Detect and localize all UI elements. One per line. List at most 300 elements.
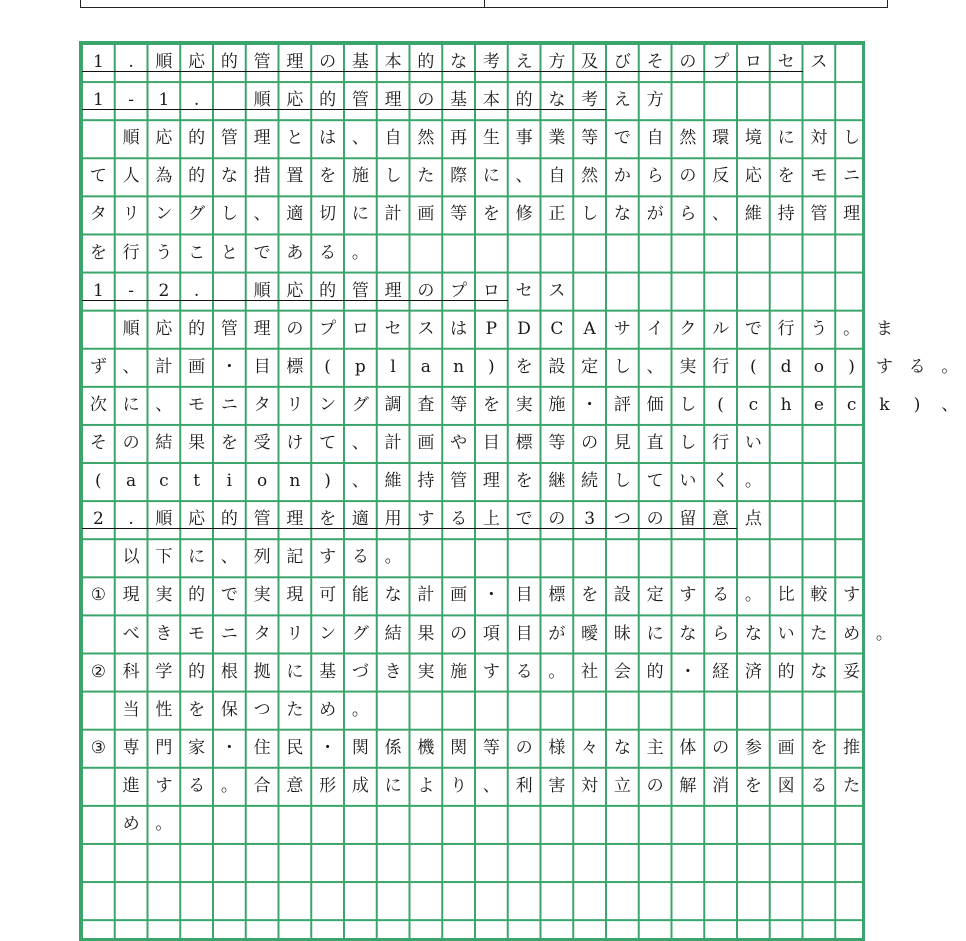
grid-character: h [770,386,803,424]
grid-character: 記 [279,538,312,576]
grid-character: 。 [934,348,966,386]
grid-character: し [606,348,639,386]
grid-character: A [573,310,606,348]
grid-character: な [803,653,836,691]
manuscript-line [82,234,377,272]
grid-character: p [344,348,377,386]
grid-character: 対 [803,119,836,157]
grid-character: び [606,43,639,81]
grid-character: ) [835,348,868,386]
grid-character: 能 [344,576,377,614]
grid-character: 本 [377,43,410,81]
grid-character: 進 [115,767,148,805]
grid-character: ( [311,348,344,386]
grid-character: 直 [639,424,672,462]
grid-character: 門 [148,729,181,767]
manuscript-line [82,272,573,310]
grid-character: 等 [541,424,574,462]
grid-character: 定 [573,348,606,386]
grid-character: 計 [148,348,181,386]
grid-character: 留 [672,500,705,538]
grid-character: ン [311,615,344,653]
manuscript-line [82,462,770,500]
grid-character: 方 [541,43,574,81]
grid-character: 列 [246,538,279,576]
grid-character: 1 [82,81,115,119]
grid-character: に [639,615,672,653]
grid-character: な [213,157,246,195]
grid-character: 管 [213,119,246,157]
grid-character: 実 [246,576,279,614]
grid-character: 。 [344,234,377,272]
grid-character: か [606,157,639,195]
grid-character: 行 [704,348,737,386]
grid-character: 根 [213,653,246,691]
grid-character: 住 [246,729,279,767]
grid-character: 順 [115,119,148,157]
grid-character: 価 [639,386,672,424]
grid-character: を [770,157,803,195]
manuscript-line [82,157,868,195]
grid-character: い [770,615,803,653]
grid-character: そ [82,424,115,462]
grid-character: 画 [442,576,475,614]
grid-character: 本 [475,81,508,119]
grid-character: リ [279,386,312,424]
grid-character: す [148,767,181,805]
grid-character: 利 [508,767,541,805]
grid-character: モ [803,157,836,195]
grid-character: 再 [442,119,475,157]
grid-character: 自 [541,157,574,195]
grid-character: 現 [279,576,312,614]
grid-character: ず [82,348,115,386]
grid-character: 的 [213,43,246,81]
grid-character: 用 [377,500,410,538]
grid-character: 管 [344,81,377,119]
grid-character: 学 [148,653,181,691]
grid-character: i [213,462,246,500]
grid-character: セ [508,272,541,310]
grid-character: c [737,386,770,424]
grid-character: 標 [541,576,574,614]
grid-character: 適 [279,195,312,233]
grid-character: を [737,767,770,805]
grid-character: 計 [410,576,443,614]
grid-character: て [311,424,344,462]
grid-character: 画 [410,195,443,233]
grid-character: い [737,424,770,462]
manuscript-line [82,348,966,386]
grid-character: し [377,157,410,195]
grid-character: 1 [82,272,115,310]
grid-character: 意 [704,500,737,538]
grid-character: に [115,386,148,424]
grid-character: 基 [344,43,377,81]
grid-character: な [606,729,639,767]
grid-character: 持 [770,195,803,233]
grid-character: グ [344,386,377,424]
grid-character: 目 [508,576,541,614]
grid-character: 科 [115,653,148,691]
grid-character: を [803,729,836,767]
manuscript-line [82,43,835,81]
grid-character: 方 [639,81,672,119]
grid-character: は [311,119,344,157]
grid-character: 理 [279,43,312,81]
grid-character: 関 [344,729,377,767]
grid-character: し [606,462,639,500]
grid-character: き [377,653,410,691]
grid-character: え [606,81,639,119]
grid-character: n [442,348,475,386]
grid-character: の [639,500,672,538]
heading-underline [82,71,803,72]
grid-character: 維 [737,195,770,233]
grid-character: し [672,386,705,424]
grid-character: で [508,500,541,538]
grid-character: 害 [541,767,574,805]
grid-character: ニ [835,157,868,195]
grid-character: 評 [606,386,639,424]
grid-character: 、 [246,195,279,233]
grid-character: め [115,805,148,843]
grid-character: 、 [475,767,508,805]
grid-character: 拠 [246,653,279,691]
grid-character: a [115,462,148,500]
grid-character: 係 [377,729,410,767]
grid-character: 以 [115,538,148,576]
grid-character: て [639,462,672,500]
grid-character: 然 [573,157,606,195]
grid-character: す [410,500,443,538]
grid-character: ( [82,462,115,500]
grid-character: ロ [737,43,770,81]
grid-character: で [606,119,639,157]
grid-character: る [901,348,934,386]
manuscript-line [115,691,377,729]
grid-character: 的 [180,119,213,157]
manuscript-line [115,805,181,843]
grid-character: い [672,462,705,500]
grid-character: 実 [508,386,541,424]
grid-character: 応 [180,500,213,538]
grid-character: C [541,310,574,348]
grid-character: 措 [246,157,279,195]
grid-character: c [835,386,868,424]
heading-underline [82,109,606,110]
grid-character: る [442,500,475,538]
grid-character: の [541,500,574,538]
grid-character: 的 [410,43,443,81]
header-divider [484,0,485,7]
grid-character: イ [639,310,672,348]
grid-character: が [541,615,574,653]
grid-character: 的 [180,653,213,691]
grid-character: の [442,615,475,653]
grid-character: 施 [344,157,377,195]
grid-character: 主 [639,729,672,767]
grid-character: し [835,119,868,157]
grid-character: 持 [410,462,443,500]
grid-character: 。 [835,310,868,348]
grid-character: ら [672,195,705,233]
grid-character: 会 [606,653,639,691]
grid-character: ク [672,310,705,348]
grid-character: た [279,691,312,729]
grid-character: に [377,767,410,805]
grid-character: ら [639,157,672,195]
manuscript-line [82,386,966,424]
manuscript-line [82,424,770,462]
grid-character: 考 [475,43,508,81]
grid-character: 然 [410,119,443,157]
grid-character: 管 [246,43,279,81]
grid-character: ② [82,653,115,691]
grid-character: で [737,310,770,348]
grid-character: ・ [213,348,246,386]
grid-character: 的 [180,576,213,614]
grid-character: な [737,615,770,653]
grid-character: で [213,576,246,614]
grid-character: 2 [82,500,115,538]
grid-character: 置 [279,157,312,195]
grid-character: 的 [180,310,213,348]
header-table [80,0,888,8]
grid-character: ロ [475,272,508,310]
grid-character: た [410,157,443,195]
grid-character: ・ [213,729,246,767]
grid-character: に [770,119,803,157]
grid-character: ン [148,195,181,233]
grid-character: 境 [737,119,770,157]
grid-character: 計 [377,424,410,462]
grid-character: 的 [180,157,213,195]
grid-character: 考 [573,81,606,119]
grid-character: n [279,462,312,500]
grid-character: 実 [672,348,705,386]
grid-character: 順 [246,272,279,310]
grid-character: 下 [148,538,181,576]
grid-character: 経 [704,653,737,691]
grid-character: は [442,310,475,348]
grid-character: 体 [672,729,705,767]
grid-character: d [770,348,803,386]
grid-character: 、 [344,119,377,157]
grid-character: 査 [410,386,443,424]
grid-character: ま [868,310,901,348]
grid-character: る [311,234,344,272]
grid-character: 順 [115,310,148,348]
grid-character: セ [770,43,803,81]
grid-character: に [279,653,312,691]
grid-character: 応 [148,310,181,348]
grid-character: 等 [573,119,606,157]
grid-character: グ [344,615,377,653]
grid-character: な [541,81,574,119]
grid-character: る [803,767,836,805]
grid-character: う [803,310,836,348]
grid-character: る [704,576,737,614]
grid-character: や [442,424,475,462]
grid-character: き [148,615,181,653]
grid-character: 応 [180,43,213,81]
grid-character: 的 [311,81,344,119]
grid-character: 為 [148,157,181,195]
grid-character: - [115,81,148,119]
grid-character: 標 [508,424,541,462]
grid-character: ら [704,615,737,653]
grid-character: . [115,500,148,538]
grid-character: の [704,729,737,767]
grid-character: え [508,43,541,81]
grid-character: ① [82,576,115,614]
grid-character: を [311,500,344,538]
grid-character: 可 [311,576,344,614]
grid-character: て [82,157,115,195]
grid-character: し [213,195,246,233]
grid-character: の [311,43,344,81]
manuscript-line [115,767,868,805]
manuscript-line [82,500,770,538]
grid-character: ・ [672,653,705,691]
grid-character: 順 [148,43,181,81]
grid-character: を [82,234,115,272]
grid-character: 関 [442,729,475,767]
grid-character: 。 [213,767,246,805]
grid-character: 図 [770,767,803,805]
manuscript-line [82,576,868,614]
grid-character: を [475,195,508,233]
grid-character: 理 [377,81,410,119]
grid-character: 2 [148,272,181,310]
grid-character: a [410,348,443,386]
grid-character: P [475,310,508,348]
grid-character: 妥 [835,653,868,691]
grid-character: 管 [246,500,279,538]
grid-character: 基 [442,81,475,119]
grid-character: 理 [377,272,410,310]
grid-character: o [246,462,279,500]
manuscript-line [82,81,672,119]
grid-character: 、 [704,195,737,233]
grid-character: 反 [704,157,737,195]
grid-character: の [279,310,312,348]
grid-character: . [180,81,213,119]
grid-character: 切 [311,195,344,233]
manuscript-line [82,653,868,691]
grid-character: リ [115,195,148,233]
grid-character: プ [442,272,475,310]
grid-character: よ [410,767,443,805]
grid-character: 社 [573,653,606,691]
grid-character: リ [279,615,312,653]
grid-character: ) [475,348,508,386]
grid-character: ス [410,310,443,348]
grid-character: の [410,272,443,310]
grid-character: 参 [737,729,770,767]
grid-character: 適 [344,500,377,538]
grid-character: 続 [573,462,606,500]
grid-character: k [868,386,901,424]
manuscript-line [82,729,868,767]
grid-character: め [835,615,868,653]
grid-character: 。 [541,653,574,691]
grid-character: し [573,195,606,233]
grid-character: 。 [377,538,410,576]
grid-character: 対 [573,767,606,805]
grid-character: D [508,310,541,348]
grid-character: 正 [541,195,574,233]
grid-character: 現 [115,576,148,614]
grid-character: 応 [279,272,312,310]
grid-character: す [868,348,901,386]
grid-character: つ [246,691,279,729]
grid-character: 人 [115,157,148,195]
manuscript-line [82,195,868,233]
grid-character: べ [115,615,148,653]
grid-character: こ [180,234,213,272]
grid-character: ン [311,386,344,424]
grid-character: め [311,691,344,729]
grid-character: 管 [442,462,475,500]
grid-character: 生 [475,119,508,157]
grid-character: 解 [672,767,705,805]
grid-character: サ [606,310,639,348]
grid-character: を [508,348,541,386]
grid-character: 自 [377,119,410,157]
grid-character: 行 [115,234,148,272]
grid-character: り [442,767,475,805]
grid-character: の [672,43,705,81]
grid-character: 実 [148,576,181,614]
grid-character: 目 [508,615,541,653]
grid-character: ・ [475,576,508,614]
grid-character: t [180,462,213,500]
grid-character: 見 [606,424,639,462]
grid-character: ) [901,386,934,424]
grid-character: う [148,234,181,272]
grid-character: を [311,157,344,195]
grid-character: 、 [639,348,672,386]
grid-character: 際 [442,157,475,195]
grid-character: た [835,767,868,805]
grid-character: 的 [311,272,344,310]
grid-character: で [246,234,279,272]
grid-character: そ [639,43,672,81]
grid-character: る [508,653,541,691]
grid-character: を [475,386,508,424]
grid-character: に [180,538,213,576]
grid-character: く [704,462,737,500]
heading-underline [82,300,508,301]
grid-character: 基 [311,653,344,691]
grid-character: 応 [148,119,181,157]
grid-character: 設 [606,576,639,614]
grid-character: ・ [311,729,344,767]
grid-character: 保 [213,691,246,729]
grid-character: 修 [508,195,541,233]
manuscript-line [115,538,410,576]
grid-character: 画 [410,424,443,462]
manuscript-line [115,119,868,157]
grid-character: 曖 [573,615,606,653]
grid-character: 順 [246,81,279,119]
grid-character: 等 [475,729,508,767]
grid-character: 合 [246,767,279,805]
grid-character: 果 [180,424,213,462]
grid-character: を [573,576,606,614]
